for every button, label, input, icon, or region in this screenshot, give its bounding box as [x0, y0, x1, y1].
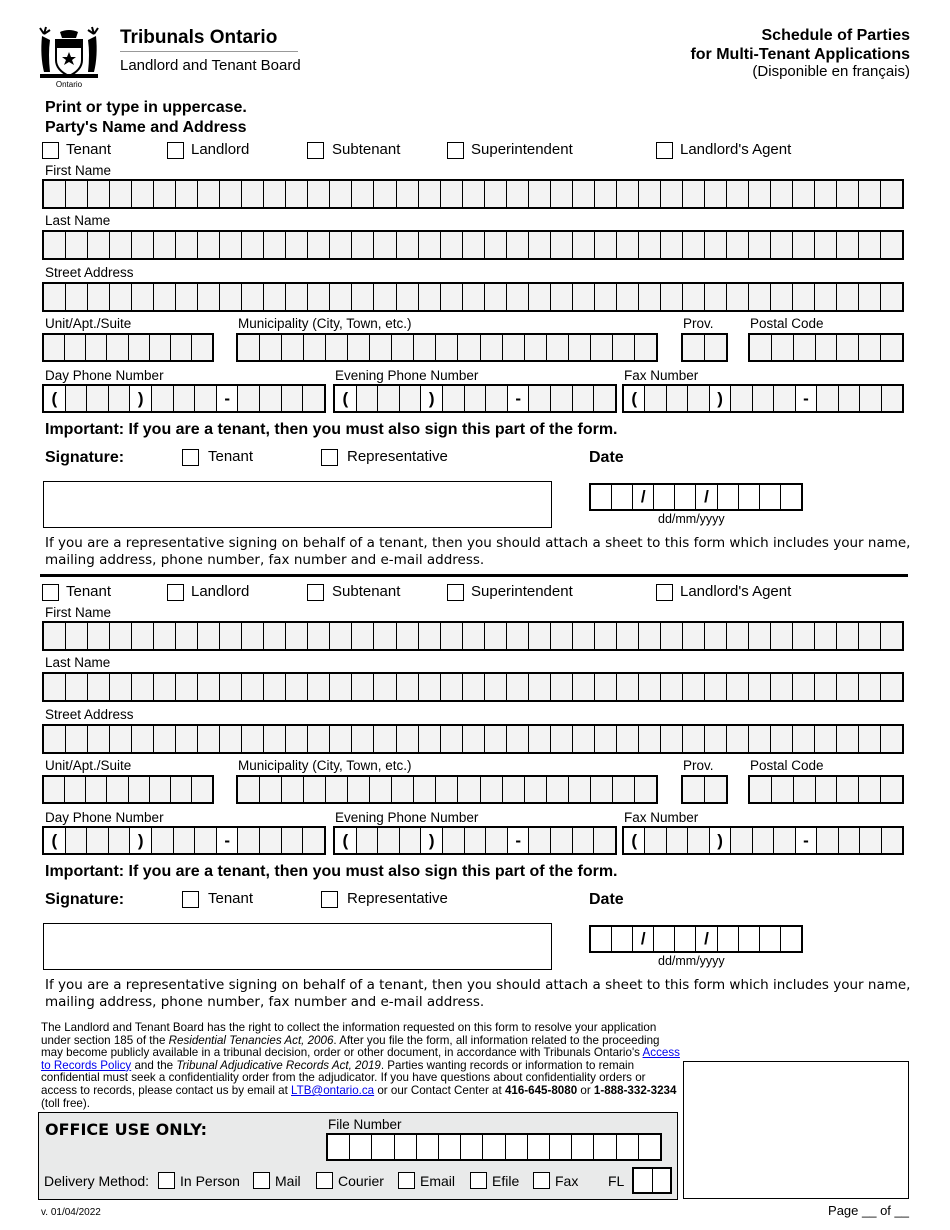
- subtenant-label: Subtenant: [332, 141, 401, 158]
- delivery-email-label: Email: [420, 1173, 456, 1189]
- signature-field[interactable]: [43, 481, 552, 528]
- municipality-label: Municipality (City, Town, etc.): [238, 758, 412, 773]
- sign-tenant-checkbox[interactable]: [182, 449, 199, 466]
- last-name-field[interactable]: [42, 230, 904, 260]
- ltb-email-link[interactable]: LTB@ontario.ca: [291, 1083, 375, 1097]
- prov-field[interactable]: [681, 333, 728, 362]
- privacy-notice: [41, 1022, 681, 1110]
- form-title: [590, 26, 910, 64]
- uppercase-instruction: Print or type in uppercase.: [45, 99, 247, 116]
- date-field[interactable]: / /: [589, 483, 803, 511]
- day-phone-label: Day Phone Number: [45, 810, 164, 825]
- postal-code-label: Postal Code: [750, 316, 824, 331]
- signature-field[interactable]: [43, 923, 552, 970]
- delivery-method-label: Delivery Method:: [44, 1173, 150, 1189]
- last-name-label: Last Name: [45, 213, 111, 228]
- privacy-text-1: The Landlord and Tenant Board has the right to collect the information requested on this form to resolve your application under section 185 of the: [41, 1021, 657, 1047]
- delivery-mail-label: Mail: [275, 1173, 301, 1189]
- ontario-logo: [36, 26, 102, 92]
- evening-phone-label: Evening Phone Number: [335, 368, 479, 383]
- superintendent-checkbox[interactable]: [447, 142, 464, 159]
- privacy-text-2: . After you file the form, all information related to the proceeding may become publicly available in a tribunal decision, order or other document, in accordance with Tribunals Ontario's: [41, 1033, 660, 1060]
- municipality-label: Municipality (City, Town, etc.): [238, 316, 412, 331]
- office-stamp-box: [683, 1061, 909, 1199]
- first-name-label: First Name: [45, 163, 112, 178]
- privacy-text-4: . Parties wanting records or information to remain confidential must seek a confidentiality order from the adjudicator. If you have questions about confidentiality orders or access to records, please contact us by email at: [41, 1058, 646, 1097]
- first-name-field[interactable]: [42, 621, 904, 651]
- tenant-sign-notice: Important: If you are a tenant, then you must also sign this part of the form.: [45, 863, 618, 880]
- date-label: Date: [589, 449, 624, 466]
- superintendent-checkbox[interactable]: [447, 584, 464, 601]
- unit-field[interactable]: [42, 333, 214, 362]
- contact-phone-tollfree: 1-888-332-3234: [593, 1083, 677, 1097]
- version-label: v. 01/04/2022: [41, 1207, 101, 1218]
- tenant-label: Tenant: [66, 141, 112, 158]
- contact-phone-local: 416-645-8080: [504, 1083, 578, 1097]
- street-address-field[interactable]: [42, 724, 904, 754]
- prov-label: Prov.: [683, 758, 714, 773]
- header-rule: [120, 51, 298, 52]
- municipality-field[interactable]: [236, 333, 658, 362]
- fl-label: FL: [608, 1173, 625, 1189]
- date-field[interactable]: / /: [589, 925, 803, 953]
- org-name: Tribunals Ontario: [120, 27, 278, 48]
- date-label: Date: [589, 891, 624, 908]
- privacy-text-3: and the: [131, 1058, 177, 1072]
- delivery-courier-label: Courier: [338, 1173, 384, 1189]
- municipality-field[interactable]: [236, 775, 658, 804]
- fl-field[interactable]: [632, 1167, 672, 1194]
- delivery-email-checkbox[interactable]: [398, 1172, 415, 1189]
- subtenant-label: Subtenant: [332, 583, 401, 600]
- party-separator: [40, 574, 908, 577]
- evening-phone-field[interactable]: ( ) -: [333, 384, 617, 413]
- page-number: Page __ of __: [828, 1203, 909, 1218]
- first-name-label: First Name: [45, 605, 112, 620]
- sign-representative-checkbox[interactable]: [321, 449, 338, 466]
- file-number-label: File Number: [328, 1117, 402, 1132]
- delivery-in-person-label: In Person: [180, 1173, 240, 1189]
- last-name-label: Last Name: [45, 655, 111, 670]
- landlords-agent-label: Landlord's Agent: [680, 141, 792, 158]
- sign-representative-checkbox[interactable]: [321, 891, 338, 908]
- sign-tenant-label: Tenant: [208, 448, 254, 465]
- rta-act-name: Residential Tenancies Act, 2006: [168, 1033, 334, 1047]
- delivery-efile-label: Efile: [492, 1173, 520, 1189]
- unit-label: Unit/Apt./Suite: [45, 758, 132, 773]
- landlords-agent-label: Landlord's Agent: [680, 583, 792, 600]
- subtenant-checkbox[interactable]: [307, 142, 324, 159]
- form-title-line-2: for Multi-Tenant Applications: [690, 46, 910, 63]
- tenant-checkbox[interactable]: [42, 584, 59, 601]
- tara-act-name: Tribunal Adjudicative Records Act, 2019: [176, 1058, 381, 1072]
- sign-representative-label: Representative: [347, 448, 448, 465]
- sign-tenant-checkbox[interactable]: [182, 891, 199, 908]
- postal-code-field[interactable]: [748, 333, 904, 362]
- delivery-mail-checkbox[interactable]: [253, 1172, 270, 1189]
- privacy-text-7: (toll free).: [41, 1096, 90, 1110]
- landlord-label: Landlord: [191, 583, 250, 600]
- evening-phone-field[interactable]: ( ) -: [333, 826, 617, 855]
- access-to-records-link[interactable]: Access to Records Policy: [41, 1046, 680, 1072]
- fax-field[interactable]: ( ) -: [622, 826, 904, 855]
- prov-label: Prov.: [683, 316, 714, 331]
- party-section-title: Party's Name and Address: [45, 119, 247, 136]
- day-phone-label: Day Phone Number: [45, 368, 164, 383]
- landlord-checkbox[interactable]: [167, 584, 184, 601]
- logo-wordmark: Ontario: [55, 80, 83, 89]
- representative-note: If you are a representative signing on behalf of a tenant, then you should attach a sheet to this form which includes your name, mailing address, phone number, fax number and e-mail address.: [45, 977, 911, 1010]
- delivery-fax-checkbox[interactable]: [533, 1172, 550, 1189]
- landlords-agent-checkbox[interactable]: [656, 584, 673, 601]
- landlords-agent-checkbox[interactable]: [656, 142, 673, 159]
- signature-label: Signature:: [45, 891, 125, 908]
- representative-note: If you are a representative signing on behalf of a tenant, then you should attach a sheet to this form which includes your name, mailing address, phone number, fax number and e-mail address.: [45, 535, 911, 568]
- unit-field[interactable]: [42, 775, 214, 804]
- form-title-line-1: Schedule of Parties: [761, 27, 910, 44]
- evening-phone-label: Evening Phone Number: [335, 810, 479, 825]
- landlord-checkbox[interactable]: [167, 142, 184, 159]
- fax-label: Fax Number: [624, 810, 699, 825]
- tenant-sign-notice: Important: If you are a tenant, then you must also sign this part of the form.: [45, 421, 618, 438]
- language-note: (Disponible en français): [752, 63, 910, 80]
- delivery-courier-checkbox[interactable]: [316, 1172, 333, 1189]
- superintendent-label: Superintendent: [471, 141, 573, 158]
- subtenant-checkbox[interactable]: [307, 584, 324, 601]
- delivery-in-person-checkbox[interactable]: [158, 1172, 175, 1189]
- file-number-field[interactable]: [326, 1133, 662, 1161]
- fax-label: Fax Number: [624, 368, 699, 383]
- delivery-fax-label: Fax: [555, 1173, 579, 1189]
- signature-label: Signature:: [45, 449, 125, 466]
- street-address-label: Street Address: [45, 265, 134, 280]
- day-phone-field[interactable]: ( ) -: [42, 826, 326, 855]
- sign-representative-label: Representative: [347, 890, 448, 907]
- superintendent-label: Superintendent: [471, 583, 573, 600]
- street-address-field[interactable]: [42, 282, 904, 312]
- date-format-hint: dd/mm/yyyy: [658, 512, 725, 526]
- postal-code-field[interactable]: [748, 775, 904, 804]
- privacy-text-5: or our Contact Center at: [374, 1083, 505, 1097]
- tenant-checkbox[interactable]: [42, 142, 59, 159]
- prov-field[interactable]: [681, 775, 728, 804]
- street-address-label: Street Address: [45, 707, 134, 722]
- day-phone-field[interactable]: ( ) -: [42, 384, 326, 413]
- postal-code-label: Postal Code: [750, 758, 824, 773]
- landlord-label: Landlord: [191, 141, 250, 158]
- unit-label: Unit/Apt./Suite: [45, 316, 132, 331]
- fax-field[interactable]: ( ) -: [622, 384, 904, 413]
- last-name-field[interactable]: [42, 672, 904, 702]
- office-use-title: OFFICE USE ONLY:: [45, 1120, 207, 1139]
- org-subtitle: Landlord and Tenant Board: [120, 57, 301, 74]
- delivery-efile-checkbox[interactable]: [470, 1172, 487, 1189]
- first-name-field[interactable]: [42, 179, 904, 209]
- sign-tenant-label: Tenant: [208, 890, 254, 907]
- date-format-hint: dd/mm/yyyy: [658, 954, 725, 968]
- tenant-label: Tenant: [66, 583, 112, 600]
- privacy-text-6: or: [577, 1083, 594, 1097]
